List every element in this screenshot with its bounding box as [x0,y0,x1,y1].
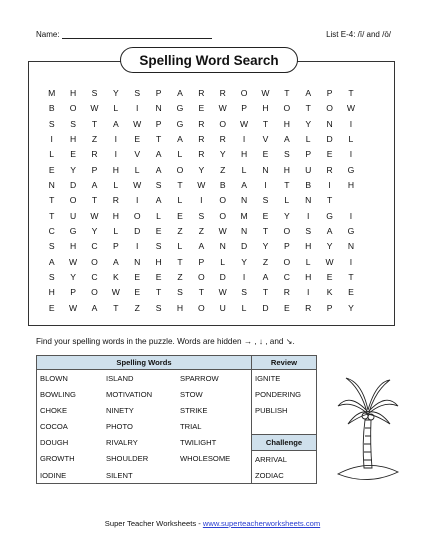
grid-letter[interactable]: Y [326,241,333,252]
grid-letter[interactable]: P [198,256,205,267]
palm-tree-illustration [332,362,404,487]
grid-letter[interactable]: T [305,103,311,114]
grid-letter[interactable]: E [70,149,76,160]
word-cell: GROWTH [37,451,104,468]
grid-letter[interactable] [362,239,383,254]
grid-letter[interactable]: T [113,302,119,313]
word-cell: BOWLING [37,386,104,402]
grid-letter[interactable]: W [69,302,78,313]
grid-letter[interactable]: H [347,179,355,190]
grid-letter[interactable]: S [70,118,76,129]
grid-letter[interactable]: U [305,164,312,175]
grid-letter[interactable]: W [111,287,120,298]
grid-letter[interactable]: H [69,88,77,98]
grid-letter[interactable]: E [326,271,333,282]
grid-letter[interactable]: I [306,210,310,221]
grid-letter[interactable] [362,147,383,162]
grid-letter[interactable]: E [155,225,162,236]
grid-letter[interactable]: W [133,118,142,129]
grid-letter[interactable]: O [69,195,77,206]
grid-letter[interactable]: I [200,195,203,206]
grid-letter[interactable]: H [305,241,312,252]
grid-letter[interactable]: E [326,149,333,160]
grid-letter[interactable]: O [91,287,98,298]
grid-letter[interactable]: N [347,241,355,252]
grid-letter[interactable]: E [134,271,141,282]
word-cell: ISLAND [106,373,134,383]
grid-letter[interactable] [340,193,361,208]
grid-letter[interactable]: Y [241,256,247,267]
grid-letter[interactable]: B [48,103,55,114]
word-list-table [36,355,317,484]
grid-letter[interactable]: S [48,241,55,252]
grid-letter[interactable]: Z [177,271,183,282]
review-header: Review [252,356,317,370]
grid-letter[interactable]: L [156,210,161,221]
grid-letter[interactable]: I [349,118,353,129]
grid-letter[interactable]: D [134,225,141,236]
grid-letter[interactable]: M [48,88,56,98]
grid-letter[interactable]: H [48,287,55,298]
grid-letter[interactable]: L [241,164,247,175]
review-word: IGNITE [252,370,317,387]
grid-letter[interactable]: D [69,179,77,190]
grid-letter[interactable]: A [48,256,55,267]
grid-letter[interactable]: W [133,179,142,190]
word-cell: SHOULDER [106,454,149,464]
grid-letter[interactable]: A [305,88,312,98]
grid-letter[interactable]: O [219,118,227,129]
grid-letter[interactable] [362,255,383,270]
grid-letter[interactable]: H [155,256,162,267]
grid-letter[interactable]: H [69,133,77,144]
grid-letter[interactable]: W [218,103,227,114]
grid-letter[interactable]: E [348,287,354,298]
grid-letter[interactable]: O [283,103,291,114]
grid-letter[interactable]: P [326,88,333,98]
grid-letter[interactable]: R [198,88,205,98]
grid-letter[interactable]: A [198,241,205,252]
grid-letter[interactable]: N [240,225,248,236]
grid-letter[interactable] [362,86,383,101]
grid-letter[interactable]: S [283,149,290,160]
grid-letter[interactable]: R [112,195,119,206]
grid-letter[interactable]: H [176,302,184,313]
grid-letter[interactable]: H [283,164,290,175]
grid-letter[interactable] [362,178,383,193]
grid-letter[interactable]: S [48,118,55,129]
review-word: PONDERING [252,386,317,402]
grid-letter[interactable]: R [219,88,226,98]
grid-letter[interactable]: O [69,103,77,114]
word-cell: CHOKE [37,402,104,418]
grid-letter[interactable]: Z [177,225,183,236]
grid-letter[interactable]: W [90,103,99,114]
grid-letter[interactable]: S [134,88,141,98]
grid-letter[interactable]: K [112,271,119,282]
grid-letter[interactable]: T [262,287,269,298]
grid-letter[interactable] [362,270,383,285]
word-cell: SPARROW [177,370,252,387]
grid-letter[interactable]: G [326,210,333,221]
grid-letter[interactable]: L [177,241,183,252]
grid-letter[interactable]: D [219,271,226,282]
grid-letter[interactable]: S [241,287,247,298]
grid-letter[interactable]: I [328,179,331,190]
grid-letter[interactable]: R [326,164,333,175]
grid-letter[interactable]: W [325,256,334,267]
grid-letter[interactable]: N [219,241,226,252]
grid-letter[interactable]: V [134,149,141,160]
grid-letter[interactable]: G [176,103,184,114]
grid-letter[interactable]: L [241,302,247,313]
grid-letter[interactable]: I [242,271,246,282]
puzzle-frame [28,61,395,326]
grid-letter[interactable]: N [240,195,248,206]
grid-letter[interactable]: R [219,133,226,144]
grid-letter[interactable]: Y [219,149,226,160]
grid-letter[interactable]: U [219,302,226,313]
grid-letter[interactable]: O [133,210,141,221]
grid-letter[interactable]: W [90,210,99,221]
grid-letter[interactable] [362,193,383,208]
word-cell: WHOLESOME [177,451,252,468]
grid-letter[interactable]: O [197,302,205,313]
grid-letter[interactable]: Y [305,118,312,129]
grid-letter[interactable]: L [177,149,183,160]
grid-letter[interactable]: T [49,195,55,206]
grid-letter[interactable]: V [262,133,269,144]
grid-letter[interactable]: S [305,225,312,236]
grid-letter[interactable]: L [49,149,55,160]
grid-letter[interactable]: I [306,287,310,298]
grid-letter[interactable]: P [112,241,119,252]
word-cell [177,467,252,484]
grid-letter[interactable]: Y [198,164,205,175]
grid-letter[interactable]: O [91,256,98,267]
grid-letter[interactable]: T [326,195,333,206]
grid-letter[interactable]: W [261,88,270,98]
page-title: Spelling Word Search [120,47,298,73]
grid-letter[interactable]: B [305,179,312,190]
grid-letter[interactable]: G [347,164,355,175]
grid-letter[interactable]: H [305,271,312,282]
grid-letter[interactable]: L [113,225,119,236]
review-word: PUBLISH [252,402,317,418]
grid-letter[interactable]: L [305,133,311,144]
grid-letter[interactable]: Z [198,225,204,236]
grid-letter[interactable]: I [349,210,353,221]
grid-letter[interactable]: O [219,195,227,206]
grid-letter[interactable]: S [48,271,55,282]
word-cell: RIVALRY [106,438,138,447]
grid-letter[interactable]: I [264,179,267,190]
grid-letter[interactable]: L [113,179,119,190]
grid-letter[interactable]: Y [262,241,269,252]
grid-letter[interactable]: N [48,179,55,190]
grid-letter[interactable]: C [48,225,55,236]
grid-letter[interactable]: R [198,133,205,144]
challenge-header: Challenge [252,435,317,451]
grid-letter[interactable]: T [91,195,98,206]
grid-letter[interactable]: H [240,149,248,160]
word-cell: SILENT [103,467,177,484]
grid-letter[interactable]: C [91,241,98,252]
grid-letter[interactable]: Y [283,210,290,221]
grid-letter[interactable]: O [326,103,333,114]
word-cell: TRIAL [177,418,252,435]
grid-letter[interactable]: P [241,103,247,114]
grid-letter[interactable]: H [283,118,290,129]
word-cell: NINETY [106,405,134,415]
grid-letter[interactable]: L [305,256,311,267]
grid-letter[interactable]: R [198,149,205,160]
grid-letter[interactable]: S [262,195,269,206]
grid-letter[interactable]: S [155,302,162,313]
grid-letter[interactable]: T [91,118,98,129]
grid-letter[interactable]: T [284,88,290,98]
grid-letter[interactable]: E [134,133,141,144]
word-cell: STOW [177,386,252,402]
grid-letter[interactable]: O [283,225,291,236]
grid-letter[interactable]: L [177,195,183,206]
footer [0,519,425,528]
grid-letter[interactable]: Y [70,164,76,175]
grid-letter[interactable]: A [155,195,162,206]
grid-letter[interactable]: E [283,302,290,313]
grid-letter[interactable]: D [262,302,269,313]
grid-letter[interactable]: E [177,210,183,221]
grid-letter[interactable] [362,101,383,116]
grid-letter[interactable]: G [176,118,184,129]
grid-letter[interactable]: P [326,302,333,313]
grid-letter[interactable]: A [241,179,247,190]
grid-letter[interactable] [362,209,383,224]
grid-letter[interactable]: S [91,88,98,98]
grid-letter[interactable]: L [134,164,140,175]
grid-letter[interactable]: T [177,256,183,267]
grid-letter[interactable]: A [177,88,183,98]
grid-letter[interactable]: E [155,271,162,282]
name-label: Name: [36,30,60,39]
grid-letter[interactable]: O [219,210,227,221]
grid-letter[interactable]: A [155,149,162,160]
grid-letter[interactable]: T [155,133,162,144]
word-cell: STRIKE [177,402,252,418]
grid-letter[interactable]: W [240,118,249,129]
grid-letter[interactable]: S [155,241,162,252]
grid-letter[interactable]: P [283,241,290,252]
grid-letter[interactable]: A [177,133,183,144]
footer-text: Super Teacher Worksheets - [104,519,203,528]
footer-link[interactable]: www.superteacherworksheets.com [202,519,321,528]
grid-letter[interactable]: H [69,241,77,252]
word-cell: TWILIGHT [177,435,252,451]
grid-letter[interactable]: Y [91,225,98,236]
grid-letter[interactable]: W [218,287,227,298]
grid-letter[interactable]: M [240,210,248,221]
word-cell: PHOTO [106,421,133,431]
grid-letter[interactable]: S [198,210,205,221]
spelling-words-header: Spelling Words [37,356,252,370]
grid-letter[interactable]: E [48,164,55,175]
challenge-word: ZODIAC [252,467,317,484]
grid-letter[interactable]: T [262,118,269,129]
grid-letter[interactable]: I [114,133,117,144]
grid-letter[interactable]: I [135,241,139,252]
grid-letter[interactable]: T [284,179,290,190]
grid-letter[interactable]: E [198,103,205,114]
grid-letter[interactable]: S [155,179,162,190]
grid-letter[interactable]: R [305,302,312,313]
grid-letter[interactable] [362,132,383,147]
grid-letter[interactable]: W [69,256,78,267]
grid-letter[interactable]: L [284,195,290,206]
grid-letter[interactable]: U [69,210,77,221]
challenge-word: ARRIVAL [252,451,317,468]
grid-letter[interactable]: N [134,256,141,267]
grid-letter[interactable]: A [91,179,98,190]
grid-letter[interactable] [362,117,383,132]
grid-letter[interactable]: I [242,133,246,144]
grid-letter[interactable]: O [283,256,291,267]
grid-letter[interactable]: P [155,88,162,98]
grid-letter[interactable]: C [91,271,98,282]
grid-letter[interactable]: D [326,133,333,144]
grid-letter[interactable]: Z [134,302,140,313]
instructions: Find your spelling words in the puzzle. Words are hidden → , ↓ , and ↘. [36,337,295,346]
grid-letter[interactable]: I [114,149,117,160]
grid-letter[interactable]: T [198,287,204,298]
grid-letter[interactable]: O [240,88,248,98]
word-cell: BLOWN [37,370,104,387]
grid-letter[interactable]: R [283,287,290,298]
name-line[interactable] [62,30,212,39]
name-field [36,30,212,39]
grid-letter[interactable]: H [112,210,119,221]
list-label: List E-4: /ī/ and /ō/ [326,30,391,39]
grid-letter[interactable]: C [283,271,290,282]
grid-letter[interactable]: T [49,210,55,221]
grid-letter[interactable]: B [219,179,226,190]
grid-letter[interactable]: I [135,195,139,206]
grid-letter[interactable]: Z [262,256,269,267]
letter-grid [41,86,383,316]
grid-letter[interactable]: K [326,287,333,298]
grid-letter[interactable]: N [155,103,162,114]
grid-letter[interactable]: I [349,149,353,160]
grid-letter[interactable]: W [218,225,227,236]
grid-letter[interactable]: G [69,225,77,236]
grid-letter[interactable]: Y [112,88,119,98]
grid-letter[interactable]: L [348,133,354,144]
grid-letter[interactable]: I [135,103,139,114]
grid-letter[interactable]: T [348,271,354,282]
grid-letter[interactable]: T [262,225,269,236]
grid-letter[interactable]: O [197,271,205,282]
grid-letter[interactable]: T [177,179,183,190]
grid-letter[interactable]: S [177,287,183,298]
grid-letter[interactable]: N [305,195,312,206]
grid-letter[interactable]: P [155,118,162,129]
grid-letter[interactable]: L [220,256,226,267]
word-cell: MOTIVATION [106,389,153,399]
grid-letter[interactable]: R [91,149,98,160]
grid-letter[interactable]: E [48,302,55,313]
grid-letter[interactable]: A [155,164,162,175]
grid-letter[interactable]: H [112,164,119,175]
grid-letter[interactable]: T [155,287,162,298]
grid-letter[interactable]: G [347,225,355,236]
grid-letter[interactable]: D [240,241,248,252]
grid-letter[interactable]: W [197,179,206,190]
grid-letter[interactable] [362,163,383,178]
grid-letter[interactable] [362,285,383,300]
grid-letter[interactable]: I [50,133,53,144]
grid-letter[interactable]: A [262,271,269,282]
grid-letter[interactable]: P [91,164,98,175]
grid-letter[interactable]: E [134,287,141,298]
grid-letter[interactable]: R [198,118,205,129]
grid-letter[interactable]: I [349,256,353,267]
grid-letter[interactable]: Y [70,271,76,282]
grid-letter[interactable]: L [113,103,119,114]
grid-letter[interactable]: N [262,164,269,175]
grid-letter[interactable]: Y [348,302,354,313]
grid-letter[interactable]: P [70,287,76,298]
grid-letter[interactable]: O [176,164,184,175]
grid-letter[interactable]: Z [91,133,98,144]
grid-letter[interactable]: E [262,210,269,221]
grid-letter[interactable]: A [112,256,119,267]
grid-letter[interactable]: A [283,133,290,144]
grid-letter[interactable]: N [326,118,333,129]
grid-letter[interactable]: W [346,103,355,114]
grid-letter[interactable]: T [348,88,354,98]
grid-letter[interactable]: A [326,225,333,236]
grid-letter[interactable]: A [91,302,98,313]
grid-letter[interactable]: P [305,149,312,160]
grid-letter[interactable]: Z [220,164,226,175]
word-cell: IODINE [37,467,104,484]
grid-letter[interactable] [362,301,383,316]
grid-letter[interactable] [362,224,383,239]
grid-letter[interactable]: A [112,118,119,129]
grid-letter[interactable]: E [262,149,269,160]
word-cell: COCOA [37,418,104,435]
word-cell: DOUGH [37,435,104,451]
grid-letter[interactable]: H [262,103,269,114]
